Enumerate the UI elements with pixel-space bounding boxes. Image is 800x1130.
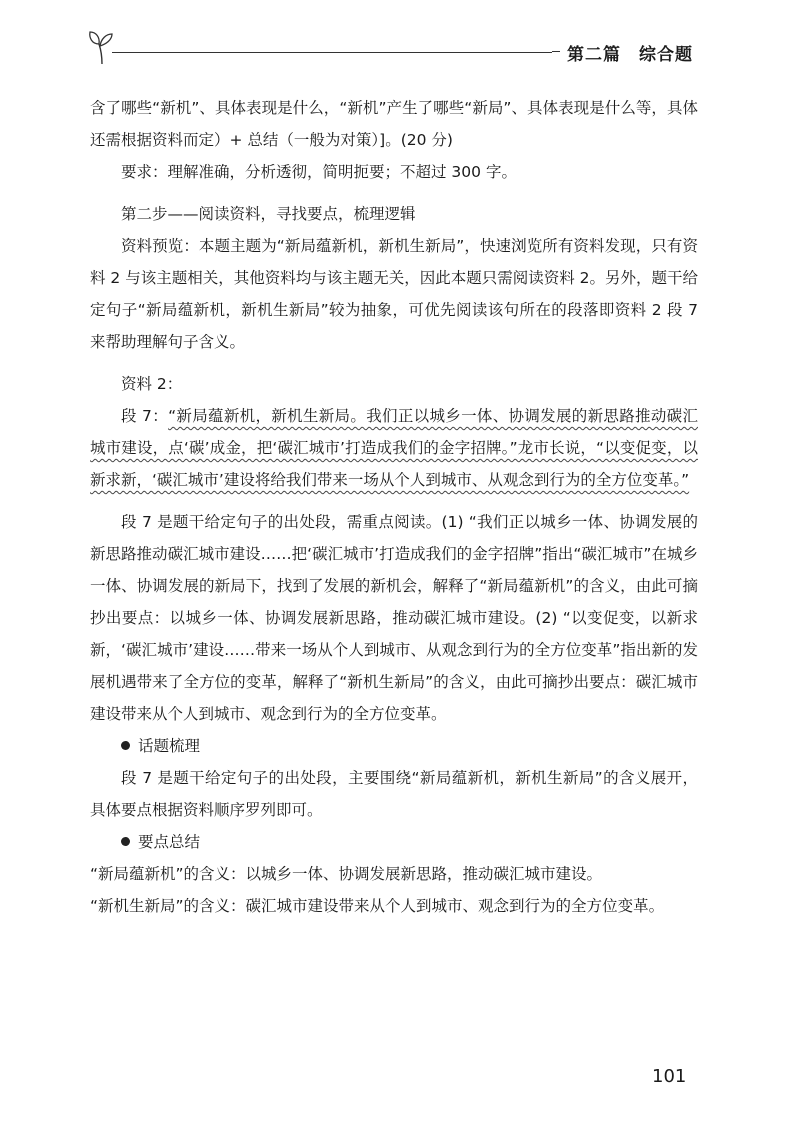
summary-point-1: “新局蕴新机”的含义：以城乡一体、协调发展新思路，推动碳汇城市建设。 (90, 865, 603, 883)
subheading-topic: 话题梳理 (90, 730, 698, 762)
material-label: 资料 2： (121, 375, 183, 393)
paragraph-continued: 含了哪些“新机”、具体表现是什么，“新机”产生了哪些“新局”、具体表现是什么等，具体还需根据资料而定）+ 总结（一般为对策）]。(20 分) (90, 99, 698, 149)
page-body (90, 92, 698, 922)
header-rule (112, 52, 552, 53)
quote-prefix: 段 7： (121, 407, 169, 425)
paragraph-preview: 资料预览：本题主题为“新局蕴新机，新机生新局”，快速浏览所有资料发现，只有资料 2 与该主题相关，其他资料均与该主题无关，因此本题只需阅读资料 2。另外，题干给定句子“新局蕴新机，新机生新局”较为抽象，可优先阅读该句所在的段落即资料 2 段 7 来帮助理解句子含义。 (90, 237, 699, 351)
sprout-icon (88, 30, 114, 66)
paragraph-quote (90, 400, 698, 496)
paragraph-requirement: 要求：理解准确，分析透彻，简明扼要；不超过 300 字。 (121, 163, 517, 181)
paragraph-analysis: 段 7 是题干给定句子的出处段，需重点阅读。(1) “我们正以城乡一体、协调发展的新思路推动碳汇城市建设……把‘碳汇城市’打造成我们的金字招牌”指出“碳汇城市”在城乡一体、协调发展的新局下，找到了发展的新机会，解释了“新局蕴新机”的含义，由此可摘抄出要点：以城乡一体、协调发展新思路，推动碳汇城市建设。(2) “以变促变，以新求新，‘碳汇城市’建设……带来一场从个人到城市、从观念到行为的全方位变革”指出新的发展机遇带来了全方位的变革，解释了“新机生新局”的含义，由此可摘抄出要点：碳汇城市建设带来从个人到城市、观念到行为的全方位变革。 (90, 513, 698, 723)
paragraph-topic: 段 7 是题干给定句子的出处段，主要围绕“新局蕴新机，新机生新局”的含义展开，具体要点根据资料顺序罗列即可。 (90, 769, 698, 819)
bullet-icon (121, 837, 130, 846)
bullet-icon (121, 741, 130, 750)
quote-text: “新局蕴新机，新机生新局。我们正以城乡一体、协调发展的新思路推动碳汇城市建设，点‘碳’成金，把‘碳汇城市’打造成我们的金字招牌。”龙市长说，“以变促变，以新求新，‘碳汇城市’建设将给我们带来一场从个人到城市、从观念到行为的全方位变革。” (90, 407, 698, 489)
header-rule-dash (552, 51, 560, 52)
subheading-summary: 要点总结 (90, 826, 698, 858)
page-number: 101 (652, 1066, 687, 1087)
section-title: 第二篇 综合题 (567, 45, 693, 65)
page-header (0, 22, 800, 72)
summary-point-2: “新机生新局”的含义：碳汇城市建设带来从个人到城市、观念到行为的全方位变革。 (90, 897, 665, 915)
step-heading: 第二步——阅读资料，寻找要点，梳理逻辑 (121, 205, 416, 223)
